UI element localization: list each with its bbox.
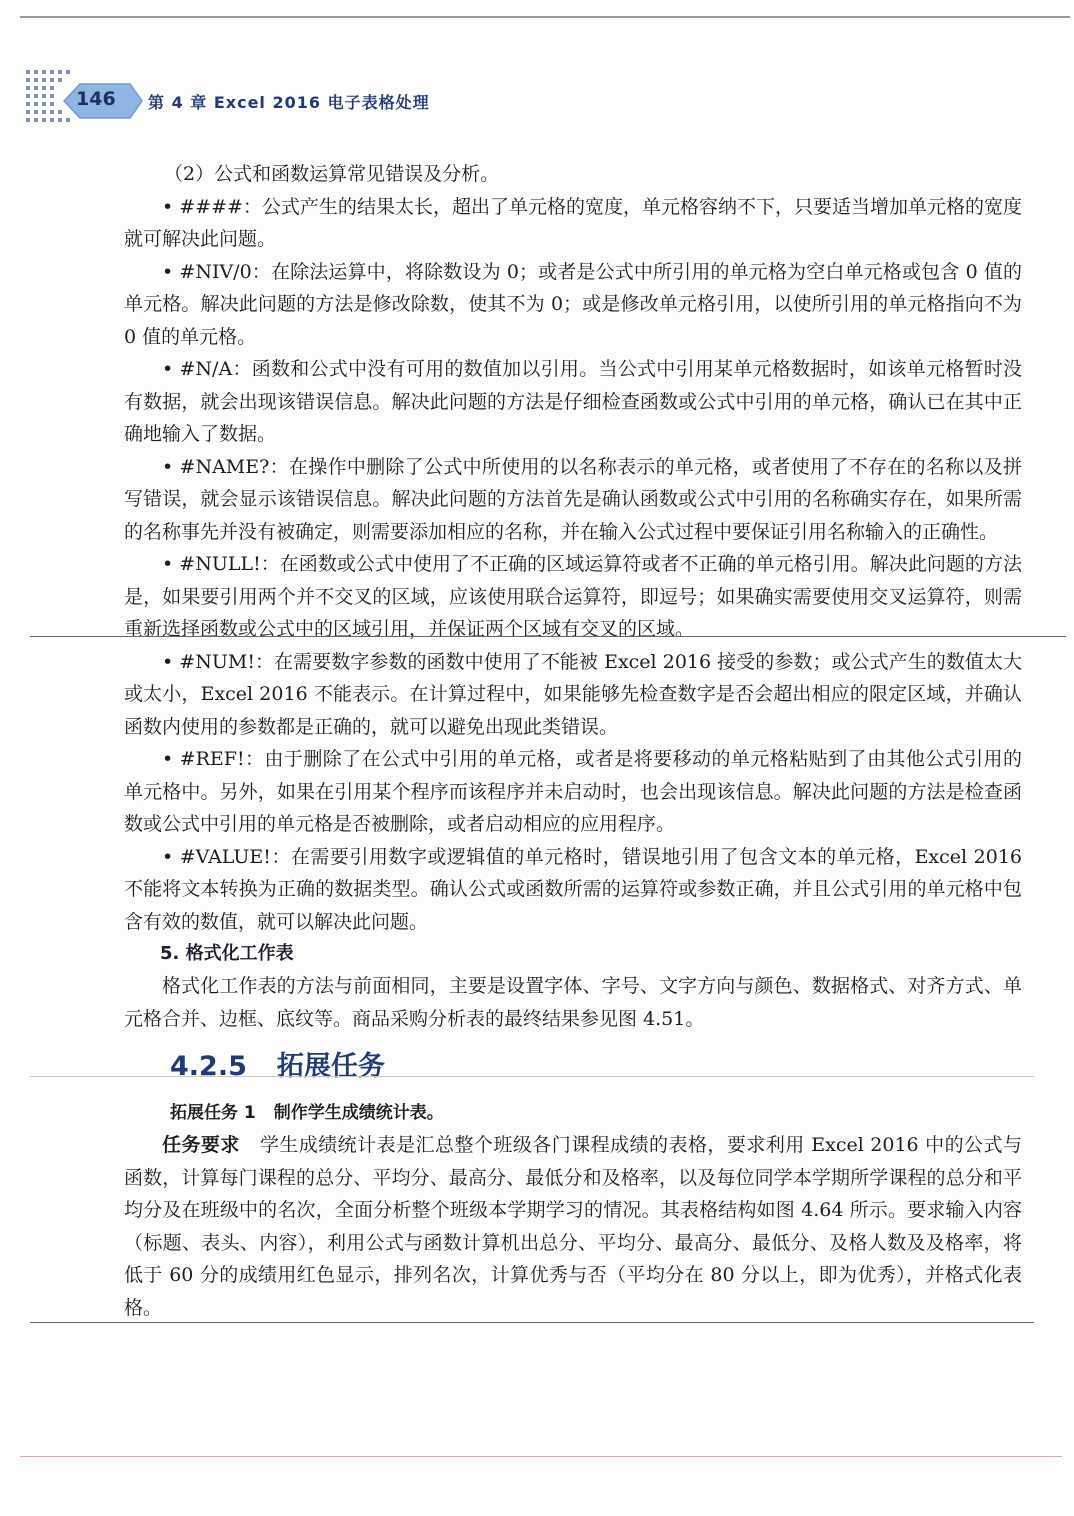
task-requirements — [124, 1129, 1022, 1324]
page-header — [24, 68, 724, 130]
error-item-num: • #NUM!：在需要数字参数的函数中使用了不能被 Excel 2016 接受的参数；或公式产生的数值太大或太小，Excel 2016 不能表示。在计算过程中，如果能够先检查数字是否会超出相应的限定区域，并确认函数内使用的参数都是正确的，就可以避免出现此类错误。 — [124, 650, 1022, 738]
errors-intro: （2）公式和函数运算常见错误及分析。 — [164, 163, 500, 185]
task-title — [124, 1097, 1022, 1129]
section-title: 拓展任务 — [276, 1051, 385, 1082]
error-item-hash: • ####：公式产生的结果太长，超出了单元格的宽度，单元格容纳不下，只要适当增加单元格的宽度就可解决此问题。 — [124, 195, 1022, 250]
error-item-name: • #NAME?：在操作中删除了公式中所使用的以名称表示的单元格，或者使用了不存在的名称以及拼写错误，就会显示该错误信息。解决此问题的方法首先是确认函数或公式中引用的名称确实存在，如果所需的名称事先并没有被确定，则需要添加相应的名称，并在输入公式过程中要保证引用名称输入的正确性。 — [124, 455, 1022, 543]
requirements-label: 任务要求 — [162, 1134, 240, 1156]
section-number: 4.2.5 — [170, 1051, 247, 1082]
task-label: 拓展任务 1 — [170, 1103, 256, 1123]
error-item-na: • #N/A：函数和公式中没有可用的数值加以引用。当公式中引用某单元格数据时，如该单元格暂时没有数据，就会出现该错误信息。解决此问题的方法是仔细检查函数或公式中引用的单元格，确认已在其中正确地输入了数据。 — [124, 358, 1022, 445]
task-title-text: 制作学生成绩统计表。 — [273, 1103, 444, 1123]
chapter-title: 第 4 章 Excel 2016 电子表格处理 — [148, 93, 430, 112]
error-item-ref: • #REF!：由于删除了在公式中引用的单元格，或者是将要移动的单元格粘贴到了由其他公式引用的单元格中。另外，如果在引用某个程序而该程序并未启动时，也会出现该信息。解决此问题的方法是检查函数或公式中引用的单元格是否被删除，或者启动相应的应用程序。 — [124, 748, 1022, 835]
bottom-rule — [20, 1456, 1062, 1457]
page-body — [124, 158, 1022, 1324]
top-rule — [20, 16, 1070, 18]
format-section-heading: 5. 格式化工作表 — [160, 943, 294, 964]
format-section-body: 格式化工作表的方法与前面相同，主要是设置字体、字号、文字方向与颜色、数据格式、对齐方式、单元格合并、边框、底纹等。商品采购分析表的最终结果参见图 4.51。 — [124, 975, 1022, 1030]
section-heading-4-2-5 — [170, 1043, 1022, 1091]
scan-line-faint — [30, 1076, 1034, 1077]
requirements-body: 学生成绩统计表是汇总整个班级各门课程成绩的表格，要求利用 Excel 2016 中的公式与函数，计算每门课程的总分、平均分、最高分、最低分和及格率，以及每位同学本学期所学课程的总分和平均分及在班级中的名次，全面分析整个班级本学期学习的情况。其表格结构如图 4.64 所示。要求输入内容（标题、表头、内容），利用公式与函数计算机出总分、平均分、最高分、最低分、及格人数及及格率，将低于 60 分的成绩用红色显示，排列名次，计算优秀与否（平均分在 80 分以上，即为优秀），并格式化表格。 — [124, 1134, 1022, 1319]
error-item-div0: • #NIV/0：在除法运算中，将除数设为 0；或者是公式中所引用的单元格为空白单元格或包含 0 值的单元格。解决此问题的方法是修改除数，使其不为 0；或是修改单元格引用，以使所引用的单元格指向不为 0 值的单元格。 — [124, 260, 1022, 348]
scan-line — [30, 636, 1066, 637]
error-item-null: • #NULL!：在函数或公式中使用了不正确的区域运算符或者不正确的单元格引用。解决此问题的方法是，如果要引用两个并不交叉的区域，应该使用联合运算符，即逗号；如果确实需要使用交叉运算符，则需重新选择函数或公式中的区域引用，并保证两个区域有交叉的区域。 — [124, 553, 1022, 640]
error-item-value: • #VALUE!：在需要引用数字或逻辑值的单元格时，错误地引用了包含文本的单元格，Excel 2016 不能将文本转换为正确的数据类型。确认公式或函数所需的运算符或参数正确，并且公式引用的单元格中包含有效的数值，就可以解决此问题。 — [124, 845, 1022, 933]
page-number: 146 — [76, 88, 116, 110]
scan-line — [30, 1322, 1034, 1323]
